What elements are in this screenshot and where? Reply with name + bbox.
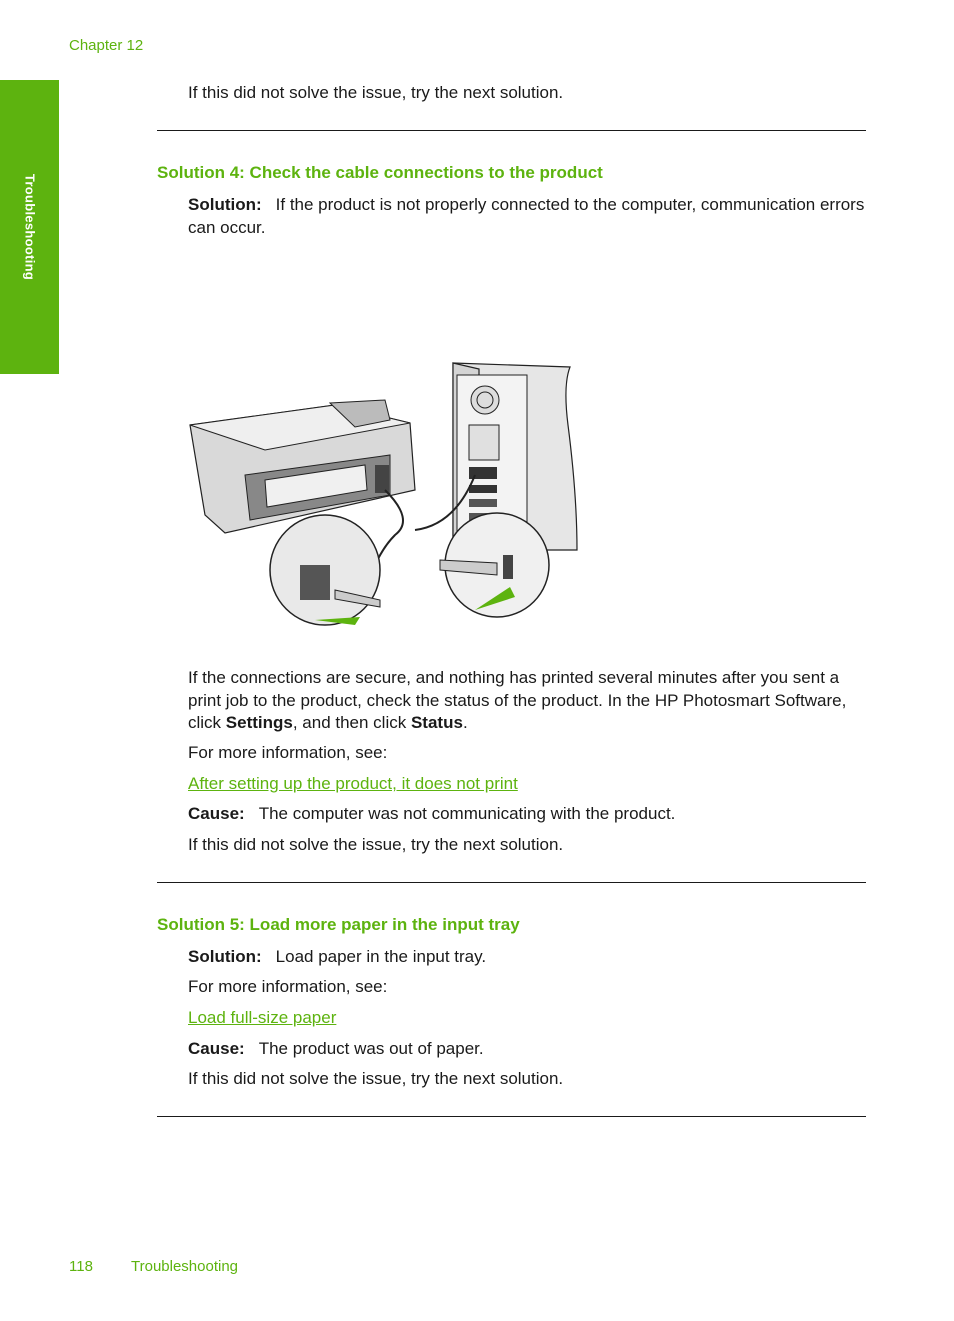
solution4-link-container bbox=[188, 773, 868, 796]
load-paper-link[interactable]: Load full-size paper bbox=[188, 1008, 337, 1027]
page-number: 118 bbox=[69, 1258, 93, 1275]
section-side-tab bbox=[0, 80, 59, 374]
cable-connection-illustration bbox=[185, 355, 585, 630]
solution4-solution-paragraph bbox=[188, 194, 868, 239]
solution-label: Solution: bbox=[188, 947, 262, 966]
divider bbox=[157, 130, 866, 131]
solution4-next-text: If this did not solve the issue, try the next solution. bbox=[188, 835, 564, 854]
intro-text: If this did not solve the issue, try the next solution. bbox=[188, 83, 564, 102]
cause-label: Cause: bbox=[188, 804, 245, 823]
para-text: If the connections are secure, and nothing has printed several minutes after you sent a print job to the product, check the status of the product. In the HP Photosmart Software, click bbox=[188, 668, 847, 732]
para-text: , and then click bbox=[292, 713, 411, 732]
solution5-solution-paragraph bbox=[188, 946, 868, 969]
solution4-cause-paragraph bbox=[188, 803, 868, 826]
more-info-text: For more information, see: bbox=[188, 743, 388, 762]
divider bbox=[157, 1116, 866, 1117]
solution5-heading: Solution 5: Load more paper in the input tray bbox=[157, 915, 520, 934]
cause-label: Cause: bbox=[188, 1039, 245, 1058]
footer-section: Troubleshooting bbox=[131, 1258, 239, 1275]
solution-text: Load paper in the input tray. bbox=[275, 947, 487, 966]
cause-text: The computer was not communicating with the product. bbox=[258, 804, 676, 823]
settings-term: Settings bbox=[225, 713, 293, 732]
after-setup-link[interactable]: After setting up the product, it does not print bbox=[188, 774, 518, 793]
printer-icon bbox=[190, 400, 415, 533]
para-text: . bbox=[462, 713, 468, 732]
solution5-cause-paragraph bbox=[188, 1038, 868, 1061]
more-info-text: For more information, see: bbox=[188, 977, 388, 996]
chapter-label: Chapter 12 bbox=[69, 37, 144, 54]
solution5-next-text: If this did not solve the issue, try the next solution. bbox=[188, 1069, 564, 1088]
divider bbox=[157, 882, 866, 883]
side-tab-label: Troubleshooting bbox=[22, 173, 37, 281]
cause-text: The product was out of paper. bbox=[258, 1039, 484, 1058]
solution-label: Solution: bbox=[188, 195, 262, 214]
solution-text: If the product is not properly connected to the computer, communication errors can occur. bbox=[188, 195, 865, 237]
solution5-link-container bbox=[188, 1007, 868, 1030]
status-term: Status bbox=[410, 713, 463, 732]
solution4-heading: Solution 4: Check the cable connections to the product bbox=[157, 163, 603, 182]
solution4-status-paragraph bbox=[188, 667, 868, 735]
